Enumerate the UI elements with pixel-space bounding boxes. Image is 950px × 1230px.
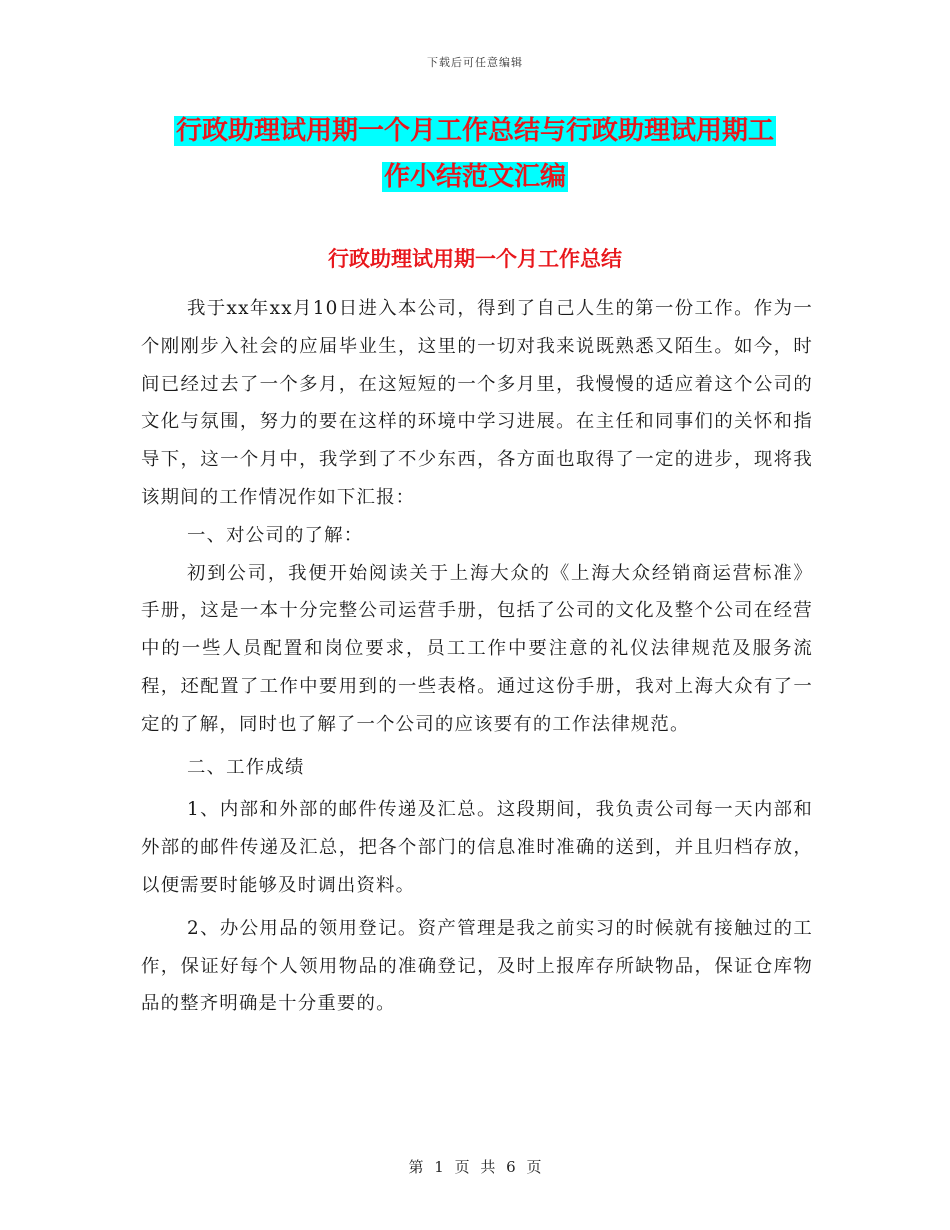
- paragraph-intro: 我于xx年xx月10日进入本公司，得到了自己人生的第一份工作。作为一个刚刚步入社会的应届毕业生，这里的一切对我来说既熟悉又陌生。如今，时间已经过去了一个多月，在这短短的一个多月里，我慢慢的适应着这个公司的文化与氛围，努力的要在这样的环境中学习进展。在主任和同事们的关怀和指导下，这一个月中，我学到了不少东西，各方面也取得了一定的进步，现将我该期间的工作情况作如下汇报：: [141, 298, 813, 508]
- document-title: [140, 108, 810, 200]
- paragraph-office-supplies: 2、办公用品的领用登记。资产管理是我之前实习的时候就有接触过的工作，保证好每个人领用物品的准确登记，及时上报库存所缺物品，保证仓库物品的整齐明确是十分重要的。: [141, 917, 813, 1015]
- paragraph-company-understanding: 初到公司，我便开始阅读关于上海大众的《上海大众经销商运营标准》手册，这是一本十分完整公司运营手册，包括了公司的文化及整个公司在经营中的一些人员配置和岗位要求，员工工作中要注意的礼仪法律规范及服务流程，还配置了工作中要用到的一些表格。通过这份手册，我对上海大众有了一定的了解，同时也了解了一个公司的应该要有的工作法律规范。: [141, 562, 813, 735]
- section-title: 行政助理试用期一个月工作总结: [328, 246, 622, 271]
- page-number: 第 1 页 共 6 页: [408, 1158, 542, 1176]
- page-header-note: 下载后可任意编辑: [427, 56, 523, 69]
- document-body: [141, 290, 813, 1023]
- heading-company-understanding: 一、对公司的了解：: [187, 524, 364, 546]
- heading-work-results: 二、工作成绩: [187, 756, 305, 778]
- paragraph-mail-handling: 1、内部和外部的邮件传递及汇总。这段期间，我负责公司每一天内部和外部的邮件传递及汇总，把各个部门的信息准时准确的送到，并且归档存放，以便需要时能够及时调出资料。: [141, 799, 813, 896]
- document-title-line-1: 行政助理试用期一个月工作总结与行政助理试用期工: [175, 116, 774, 146]
- document-title-line-2: 作小结范文汇编: [383, 162, 566, 192]
